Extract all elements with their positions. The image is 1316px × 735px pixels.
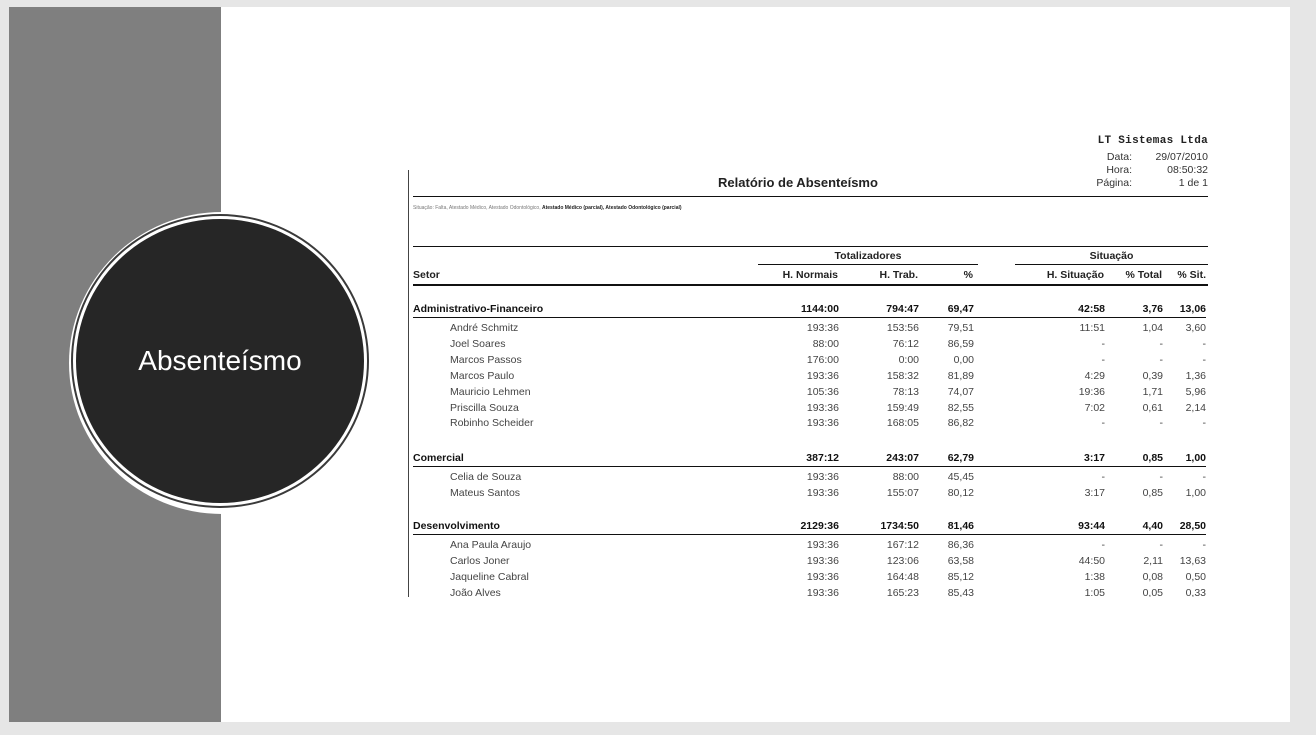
slide-title: Absenteísmo [138, 345, 302, 376]
cell-percent-total: 1,04 [1142, 322, 1163, 334]
cell-h-situacao: 19:36 [1078, 386, 1105, 398]
employee-name: Jaqueline Cabral [450, 571, 529, 583]
meta-page-label: Página: [1096, 177, 1132, 189]
cell-h-trab: 155:07 [886, 487, 919, 499]
cell-percent-total: 2,11 [1143, 555, 1163, 567]
cell-percent: 85,43 [947, 587, 974, 597]
employee-name: Mateus Santos [450, 487, 521, 499]
employee-row [413, 571, 1206, 586]
employee-name: André Schmitz [450, 322, 519, 334]
sector-rule [413, 317, 1206, 318]
cell-percent: 74,07 [947, 386, 974, 398]
cell-percent: 81,46 [947, 520, 974, 532]
cell-percent-sit: 13,63 [1179, 555, 1206, 567]
cell-h-trab: 159:49 [886, 402, 919, 414]
cell-percent-sit: 0,50 [1185, 571, 1206, 583]
col-header-h-trab: H. Trab. [879, 269, 918, 281]
cell-percent-total: 0,39 [1142, 370, 1163, 382]
cell-h-situacao: 3:17 [1084, 487, 1105, 499]
cell-percent-sit: - [1202, 539, 1206, 551]
cell-h-trab: 123:06 [886, 555, 919, 567]
situacao-filter-list: Situação: Falta, Atestado Médico, Atestado Odontológico, [413, 205, 542, 211]
cell-h-situacao: 1:38 [1084, 571, 1105, 583]
cell-percent: 86,36 [947, 539, 974, 551]
cell-percent-sit: - [1202, 417, 1206, 429]
meta-time-label: Hora: [1106, 164, 1132, 176]
employee-row [413, 471, 1206, 486]
cell-h-trab: 78:13 [892, 386, 919, 398]
cell-percent-sit: 3,60 [1185, 322, 1206, 334]
cell-percent-total: 3,76 [1142, 303, 1163, 315]
group-header-situacao: Situação [1089, 250, 1134, 262]
cell-h-trab: 243:07 [886, 452, 919, 464]
cell-h-trab: 88:00 [892, 471, 919, 483]
cell-h-situacao: 3:17 [1083, 452, 1105, 464]
sector-name: Comercial [413, 452, 464, 464]
meta-page-value: 1 de 1 [1178, 177, 1208, 189]
slide [9, 7, 1290, 722]
cell-percent-total: 0,08 [1142, 571, 1163, 583]
cell-percent-total: - [1159, 354, 1163, 366]
cell-h-situacao: 1:05 [1084, 587, 1105, 597]
cell-percent: 45,45 [947, 471, 974, 483]
employee-row [413, 587, 1206, 597]
company-name: LT Sistemas Ltda [1097, 135, 1208, 147]
employee-name: Priscilla Souza [450, 402, 519, 414]
header-bottom-rule [413, 284, 1208, 286]
cell-h-normais: 387:12 [806, 452, 839, 464]
cell-h-normais: 193:36 [806, 539, 839, 551]
cell-h-situacao: - [1101, 417, 1105, 429]
cell-percent-total: 0,85 [1142, 452, 1163, 464]
cell-percent-total: 0,05 [1142, 587, 1163, 597]
cell-h-normais: 2129:36 [800, 520, 839, 532]
employee-row [413, 386, 1206, 401]
cell-percent-sit: 5,96 [1185, 386, 1206, 398]
cell-percent: 86,82 [947, 417, 974, 429]
employee-name: João Alves [450, 587, 501, 597]
employee-row [413, 322, 1206, 337]
cell-percent-sit: 28,50 [1179, 520, 1206, 532]
sector-row [413, 303, 1206, 318]
cell-percent-total: - [1159, 539, 1163, 551]
situacao-filter-partial: Atestado Médico (parcial), Atestado Odontológico (parcial) [541, 205, 682, 211]
sector-rule [413, 466, 1206, 467]
cell-h-trab: 794:47 [886, 303, 919, 315]
cell-percent-sit: 2,14 [1185, 402, 1206, 414]
cell-percent: 85,12 [947, 571, 974, 583]
cell-percent-total: - [1159, 417, 1163, 429]
col-header-percent-sit: % Sit. [1177, 269, 1206, 281]
absenteeism-report [408, 132, 1208, 597]
title-rule [413, 196, 1208, 197]
cell-h-normais: 193:36 [806, 402, 839, 414]
cell-percent-total: - [1159, 338, 1163, 350]
cell-percent: 81,89 [947, 370, 974, 382]
col-header-percent: % [963, 269, 973, 281]
cell-percent: 86,59 [947, 338, 974, 350]
cell-h-situacao: - [1101, 471, 1105, 483]
cell-percent-total: 0,85 [1142, 487, 1163, 499]
cell-h-situacao: 7:02 [1084, 402, 1105, 414]
col-header-setor: Setor [413, 269, 440, 281]
employee-row [413, 487, 1206, 502]
employee-row [413, 417, 1206, 432]
cell-h-normais: 88:00 [812, 338, 839, 350]
cell-percent: 82,55 [947, 402, 974, 414]
cell-h-normais: 176:00 [806, 354, 839, 366]
cell-percent-total: 0,61 [1142, 402, 1163, 414]
cell-h-trab: 168:05 [886, 417, 919, 429]
cell-h-trab: 158:32 [886, 370, 919, 382]
col-header-h-situacao: H. Situação [1046, 269, 1104, 281]
sector-row [413, 452, 1206, 467]
cell-h-trab: 164:48 [886, 571, 919, 583]
employee-name: Ana Paula Araujo [450, 539, 532, 551]
employee-name: Marcos Paulo [450, 370, 515, 382]
cell-h-trab: 1734:50 [880, 520, 919, 532]
meta-date-value: 29/07/2010 [1155, 151, 1208, 163]
employee-row [413, 370, 1206, 385]
cell-percent-total: 1,71 [1142, 386, 1163, 398]
meta-time-value: 08:50:32 [1167, 164, 1208, 176]
cell-h-normais: 105:36 [806, 386, 839, 398]
cell-h-situacao: 11:51 [1079, 322, 1105, 334]
cell-percent-total: 4,40 [1142, 520, 1163, 532]
totalizadores-underline [758, 264, 978, 265]
employee-row [413, 338, 1206, 353]
cell-h-situacao: - [1101, 354, 1105, 366]
sector-row [413, 520, 1206, 535]
sector-rule [413, 534, 1206, 535]
cell-percent: 80,12 [947, 487, 974, 499]
situacao-filter [413, 205, 682, 211]
col-header-h-normais: H. Normais [782, 269, 838, 281]
employee-name: Marcos Passos [450, 354, 522, 366]
cell-h-trab: 153:56 [886, 322, 919, 334]
employee-name: Carlos Joner [450, 555, 510, 567]
employee-name: Robinho Scheider [450, 417, 534, 429]
cell-h-normais: 193:36 [806, 555, 839, 567]
cell-h-normais: 193:36 [806, 322, 839, 334]
cell-percent-sit: 1,00 [1185, 487, 1206, 499]
cell-h-normais: 193:36 [806, 587, 839, 597]
meta-date-label: Data: [1106, 151, 1132, 163]
cell-percent: 0,00 [953, 354, 974, 366]
report-left-border [408, 170, 409, 597]
employee-row [413, 539, 1206, 554]
cell-h-situacao: - [1101, 539, 1105, 551]
cell-percent-sit: - [1202, 338, 1206, 350]
cell-h-situacao: 42:58 [1078, 303, 1105, 315]
cell-percent: 79,51 [947, 322, 974, 334]
employee-row [413, 354, 1206, 369]
cell-h-trab: 76:12 [892, 338, 919, 350]
cell-percent: 69,47 [947, 303, 974, 315]
sector-name: Desenvolvimento [413, 520, 500, 532]
group-header-totalizadores: Totalizadores [834, 250, 902, 262]
employee-name: Mauricio Lehmen [450, 386, 531, 398]
employee-name: Celia de Souza [450, 471, 522, 483]
report-title: Relatório de Absenteísmo [718, 175, 878, 190]
cell-percent-total: - [1159, 471, 1163, 483]
cell-h-normais: 193:36 [806, 370, 839, 382]
cell-h-normais: 193:36 [806, 417, 839, 429]
sector-name: Administrativo-Financeiro [413, 303, 544, 315]
situacao-underline [1015, 264, 1208, 265]
cell-percent-sit: 0,33 [1185, 587, 1206, 597]
cell-h-trab: 167:12 [886, 539, 919, 551]
employee-name: Joel Soares [450, 338, 506, 350]
cell-percent: 62,79 [947, 452, 974, 464]
employee-row [413, 402, 1206, 417]
cell-h-normais: 193:36 [806, 471, 839, 483]
cell-percent: 63,58 [947, 555, 974, 567]
title-circle [76, 219, 364, 503]
cell-percent-sit: 1,36 [1185, 370, 1206, 382]
cell-h-normais: 193:36 [806, 487, 839, 499]
cell-h-situacao: 4:29 [1084, 370, 1105, 382]
cell-percent-sit: - [1202, 471, 1206, 483]
cell-percent-sit: 13,06 [1179, 303, 1206, 315]
cell-percent-sit: - [1202, 354, 1206, 366]
cell-h-normais: 1144:00 [801, 303, 839, 315]
cell-h-situacao: 44:50 [1078, 555, 1105, 567]
cell-h-trab: 0:00 [898, 354, 919, 366]
col-header-percent-total: % Total [1125, 269, 1162, 281]
employee-row [413, 555, 1206, 570]
cell-h-situacao: 93:44 [1078, 520, 1105, 532]
header-top-rule [413, 246, 1208, 247]
cell-percent-sit: 1,00 [1185, 452, 1206, 464]
cell-h-situacao: - [1101, 338, 1105, 350]
cell-h-trab: 165:23 [886, 587, 919, 597]
cell-h-normais: 193:36 [806, 571, 839, 583]
